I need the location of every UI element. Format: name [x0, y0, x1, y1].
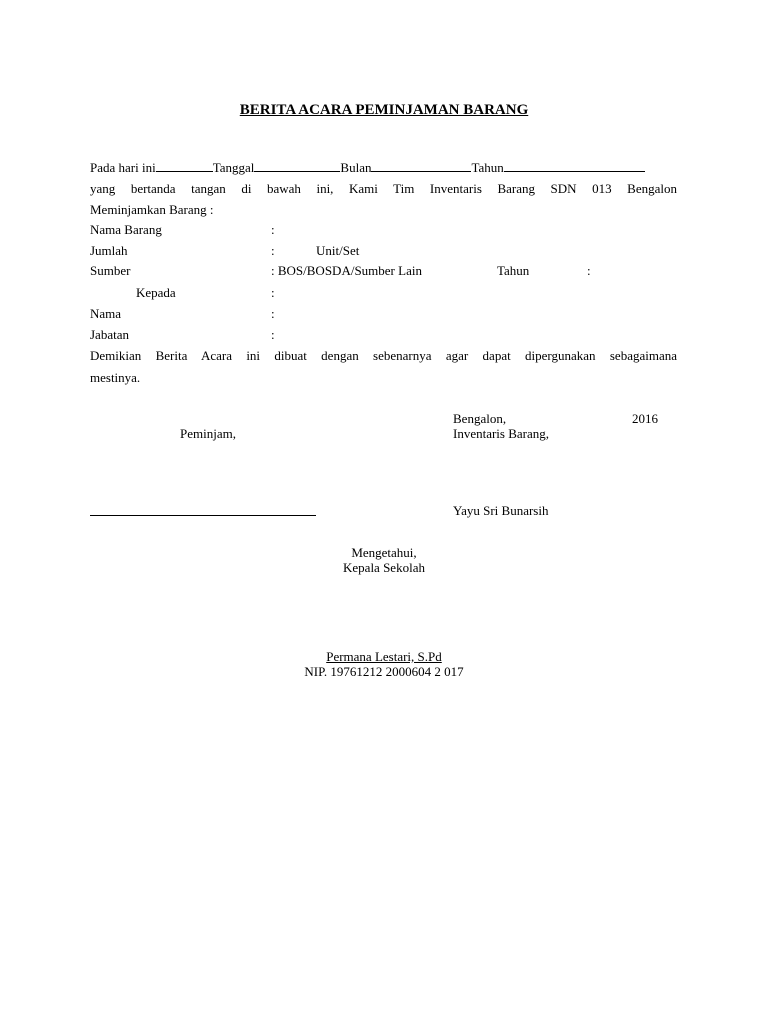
inventaris-label: Inventaris Barang, — [453, 426, 550, 441]
sumber-tahun-colon: : — [587, 263, 591, 278]
tanggal-blank — [254, 159, 340, 172]
tahun-label: Tahun — [471, 160, 504, 175]
year-label: 2016 — [632, 411, 658, 426]
hari-blank — [156, 159, 213, 172]
nama-barang-label: Nama Barang — [90, 222, 162, 237]
sumber-value: : BOS/BOSDA/Sumber Lain — [271, 263, 422, 278]
closing-line-2: mestinya. — [90, 370, 141, 385]
tanggal-label: Tanggal — [212, 160, 255, 175]
kepada-label: Kepada — [136, 285, 176, 300]
sumber-tahun-label: Tahun — [497, 263, 530, 278]
kepala-label: Kepala Sekolah — [343, 560, 425, 575]
pada-hari-label: Pada hari ini — [90, 160, 156, 175]
sumber-label: Sumber — [90, 263, 131, 278]
bulan-blank — [371, 159, 471, 172]
mengetahui-label: Mengetahui, — [351, 545, 417, 560]
nama-barang-colon: : — [271, 222, 275, 237]
date-line — [90, 159, 645, 176]
place-label: Bengalon, — [453, 411, 507, 426]
nama-label: Nama — [90, 306, 122, 321]
peminjam-signature-line — [90, 515, 316, 516]
nama-colon: : — [271, 306, 275, 321]
bulan-label: Bulan — [340, 160, 372, 175]
peminjam-label: Peminjam, — [180, 426, 236, 441]
kepada-colon: : — [271, 285, 275, 300]
inventaris-name: Yayu Sri Bunarsih — [453, 503, 549, 518]
tahun-blank — [504, 159, 645, 172]
document-title: BERITA ACARA PEMINJAMAN BARANG — [239, 102, 529, 118]
jumlah-unit: Unit/Set — [316, 243, 360, 258]
kepala-name: Permana Lestari, S.Pd — [326, 649, 442, 664]
closing-line-1: Demikian Berita Acara ini dibuat dengan sebenarnya agar dapat dipergunakan sebagaimana — [90, 348, 677, 363]
meminjamkan-label: Meminjamkan Barang : — [90, 202, 214, 217]
jumlah-label: Jumlah — [90, 243, 128, 258]
intro-line: yang bertanda tangan di bawah ini, Kami Tim Inventaris Barang SDN 013 Bengalon — [90, 181, 677, 196]
jabatan-colon: : — [271, 327, 275, 342]
jumlah-colon: : — [271, 243, 275, 258]
jabatan-label: Jabatan — [90, 327, 129, 342]
kepala-nip: NIP. 19761212 2000604 2 017 — [304, 664, 464, 679]
